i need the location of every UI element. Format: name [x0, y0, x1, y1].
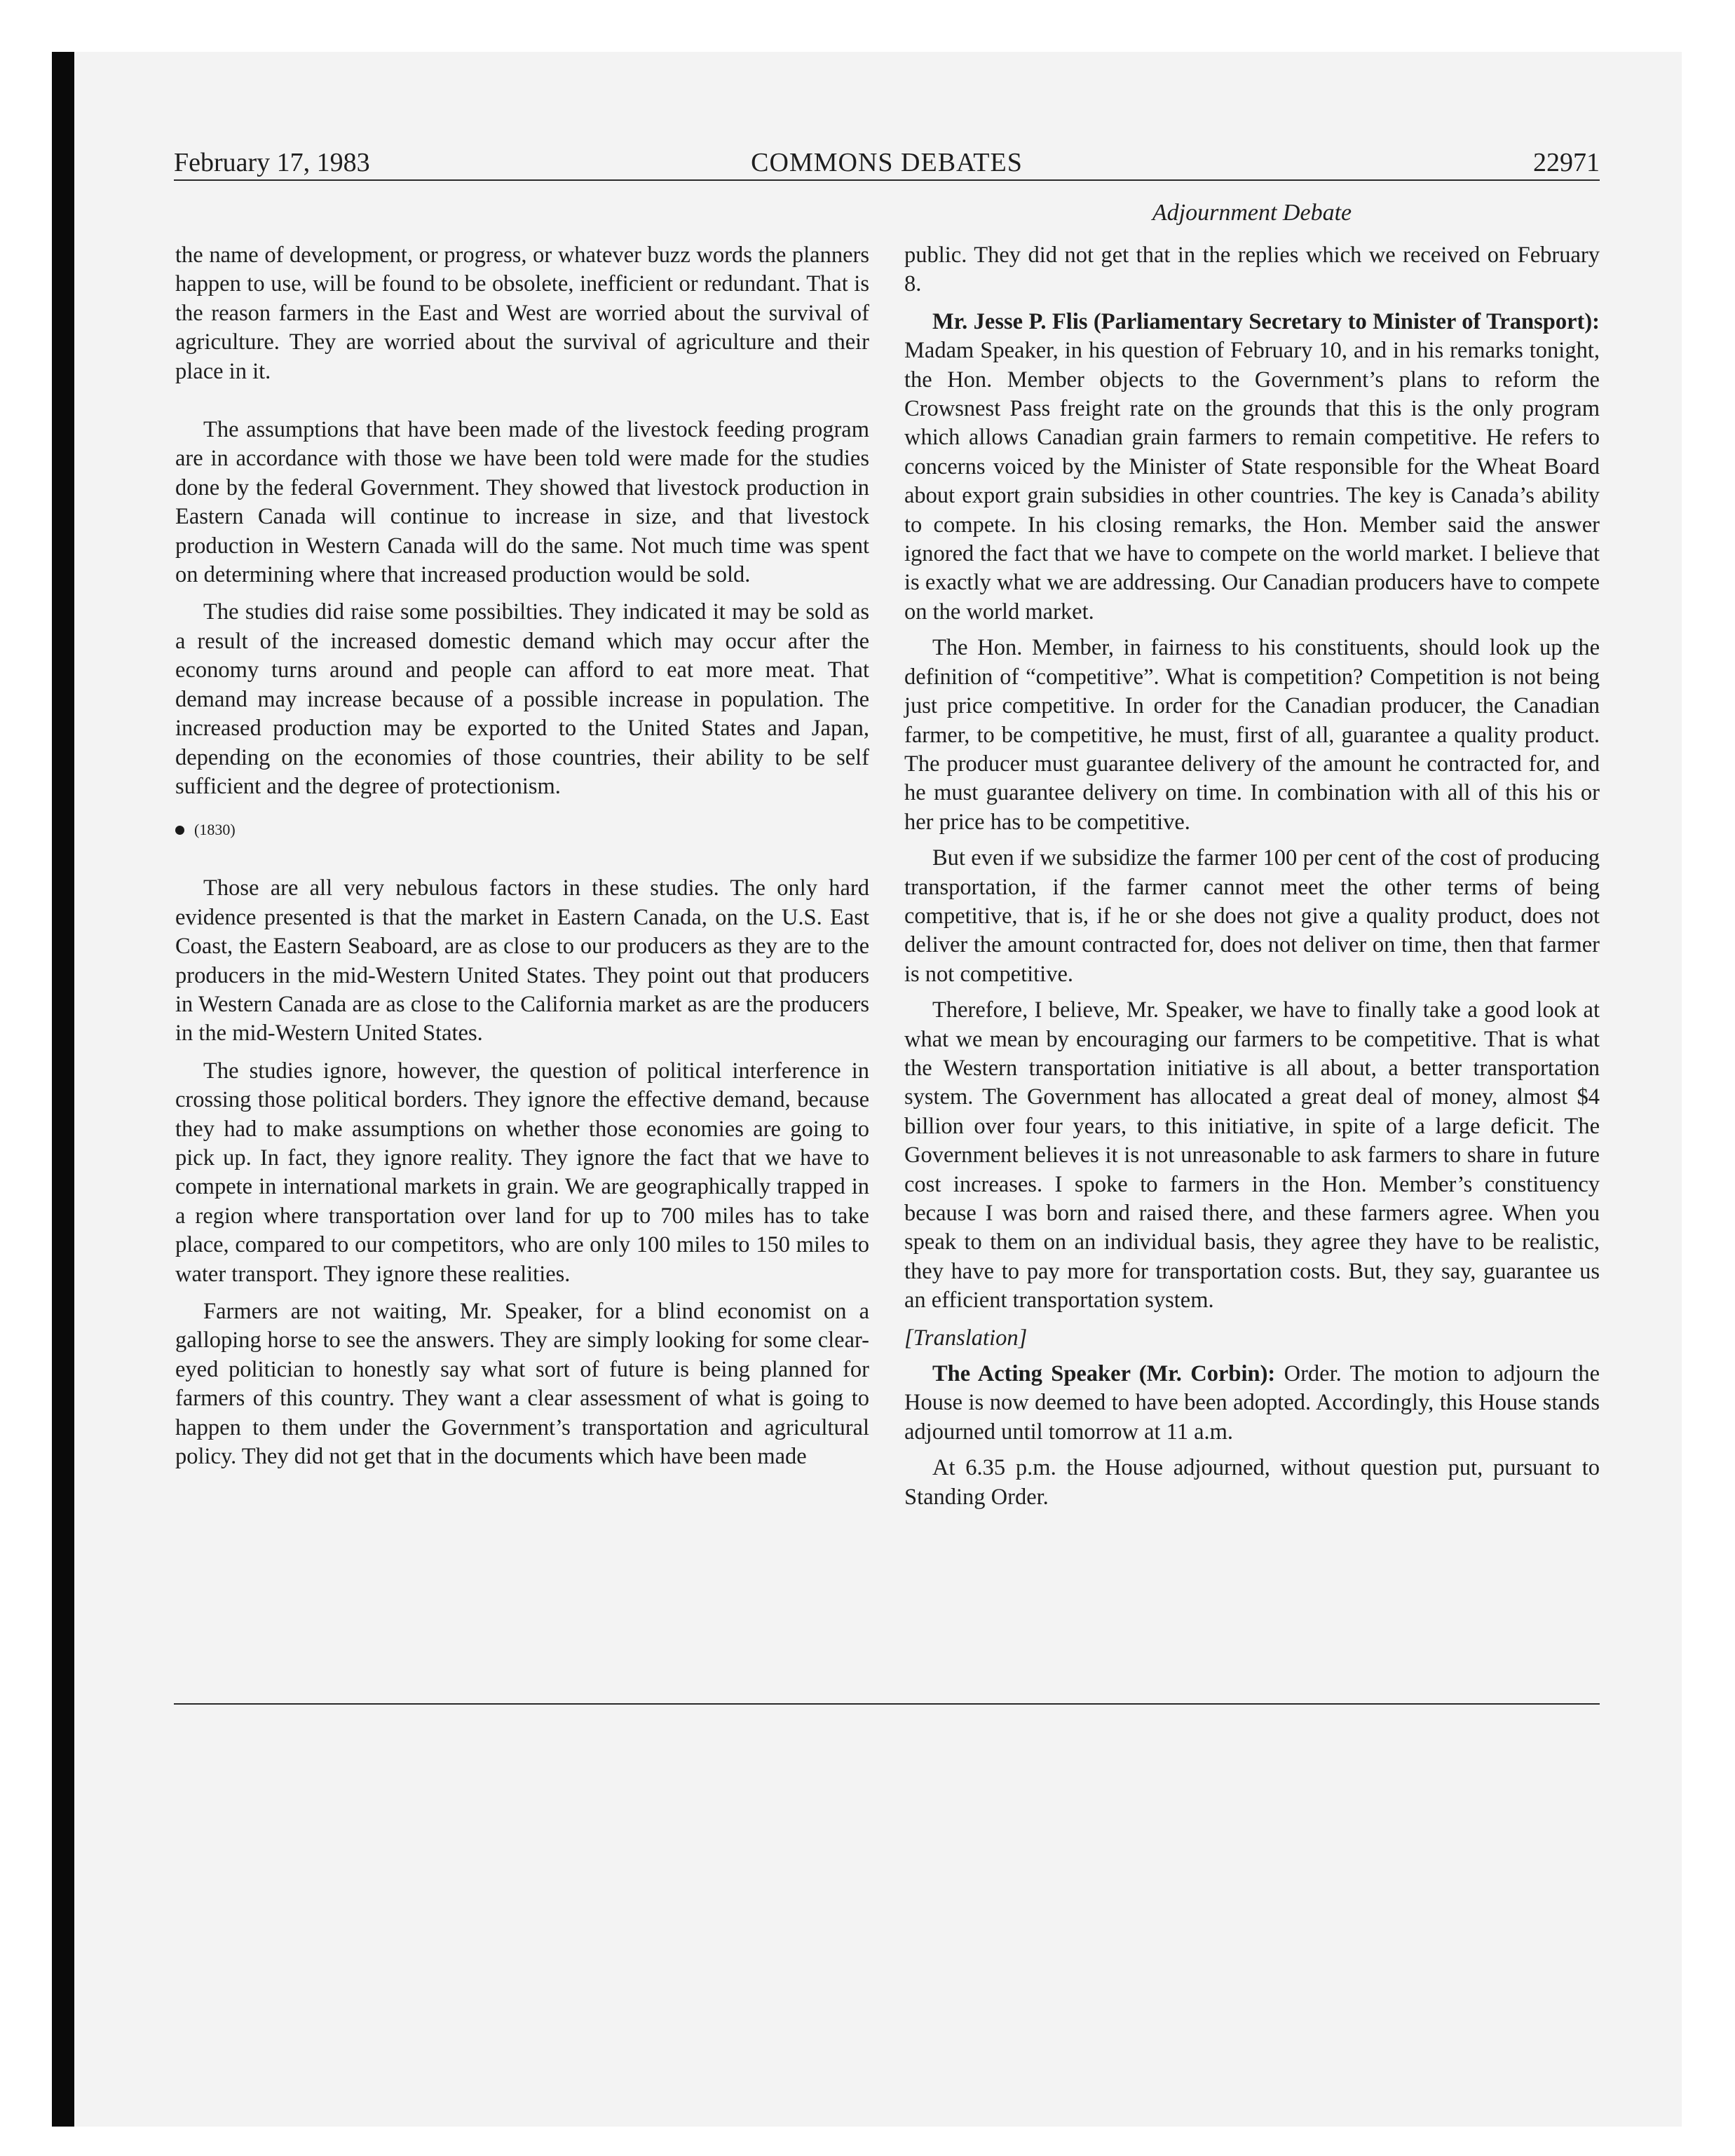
time-marker-text: (1830) [194, 821, 236, 839]
paragraph: Farmers are not waiting, Mr. Speaker, for a blind economist on a galloping horse to see the answers. They are simply looking for some clear-eyed politician to honestly say what sort of future is being planned for farmers of this country. They want a clear assessment of what is going to happen to them under the Government’s transportation and agricultural policy. They did not get that in the documents which have been made [175, 1299, 869, 1470]
paragraph: public. They did not get that in the replies which we received on February 8. [904, 243, 1600, 297]
right-column [904, 241, 1600, 1512]
speech-paragraph [904, 308, 1600, 627]
footer-rule [174, 1703, 1600, 1705]
paragraph: Therefore, I believe, Mr. Speaker, we have to finally take a good look at what we mean by encouraging our farmers to be competitive. That is what the Western transportation initiative is all about, a better transportation system. The Government has allocated a great deal of money, almost $4 billion over four years, to this initiative, in spite of a large deficit. The Government believes it is not unreasonable to ask farmers to share in future cost increases. I spoke to farmers in the Hon. Member’s constituency because I was born and raised there, and these farmers agree. When you speak to them on an individual basis, they agree they have to be realistic, they have to pay more for transportation costs. But, they say, guarantee us an efficient transportation system. [904, 997, 1600, 1314]
paragraph: The studies did raise some possibilties. They indicated it may be sold as a result of the increased domestic demand which may occur after the economy turns around and people can afford to eat more meat. That demand may increase because of a possible increase in population. The increased production may be exported to the United States and Japan, depending on the economies of those countries, their ability to be self sufficient and the degree of protectionism. [175, 599, 869, 799]
speech-text: Madam Speaker, in his question of February 10, and in his remarks tonight, the Hon. Member objects to the Government’s plans to reform the Crowsnest Pass freight rate on the grounds that this is the only program which allows Canadian grain farmers to remain competitive. He refers to concerns voiced by the Minister of State responsible for the Wheat Board about export grain subsidies in other countries. The key is Canada’s ability to compete. In his closing remarks, the Hon. Member said the answer ignored the fact that we have to compete on the world market. I believe that is exactly what we are addressing. Our Canadian producers have to compete on the world market. [904, 338, 1600, 625]
speaker-name: The Acting Speaker (Mr. Corbin): [932, 1361, 1276, 1387]
paragraph: But even if we subsidize the farmer 100 per cent of the cost of producing transportation, if the farmer cannot meet the other terms of being competitive, that is, if he or she does not give a quality product, does not deliver the amount contracted for, does not deliver on time, then that farmer is not competitive. [904, 845, 1600, 987]
speaker-name: Mr. Jesse P. Flis (Parliamentary Secretary to Minister of Transport): [932, 308, 1600, 334]
paragraph: The assumptions that have been made of the livestock feeding program are in accordance with those we have been told were made for the studies done by the federal Government. They showed that livestock production in Eastern Canada will continue to increase in size, and that livestock production in Western Canada will do the same. Not much time was spent on determining where that increased production would be sold. [175, 417, 869, 588]
translation-label: [Translation] [904, 1325, 1028, 1351]
section-title: Adjournment Debate [1152, 200, 1352, 226]
time-marker [175, 819, 869, 840]
paragraph: The Hon. Member, in fairness to his constituents, should look up the definition of “competitive”. What is competition? Competition is not being just price competitive. In order for the Canadian producer, the Canadian farmer, to be competitive, he must, first of all, guarantee a quality product. The producer must guarantee delivery of the amount he contracted for, and he must guarantee delivery on time. In combination with all of this his or her price has to be competitive. [904, 635, 1600, 835]
speech-text: Order. The motion to adjourn the House is now deemed to have been adopted. Accordingly, this House stands adjourned until tomorrow at 11 a.m. [904, 1361, 1600, 1445]
header-date: February 17, 1983 [174, 148, 370, 177]
paragraph: Those are all very nebulous factors in these studies. The only hard evidence presented is that the market in Eastern Canada, on the U.S. East Coast, the Eastern Seaboard, are as close to our producers as they are to the producers in the mid-Western United States. They point out that producers in Western Canada are as close to the California market as are the producers in the mid-Western United States. [175, 875, 869, 1046]
header-rule [174, 179, 1600, 181]
speech-paragraph [904, 1360, 1600, 1447]
scan-binding-edge [52, 52, 74, 2127]
left-column [175, 241, 869, 1471]
paragraph: At 6.35 p.m. the House adjourned, without question put, pursuant to Standing Order. [904, 1455, 1600, 1510]
paragraph: The studies ignore, however, the question of political interference in crossing those political borders. They ignore the effective demand, because they had to make assumptions on whether those economies are going to pick up. In fact, they ignore reality. They ignore the fact that we have to compete in international markets in grain. We are geographically trapped in a region where transportation over land for up to 700 miles has to take place, compared to our competitors, who are only 100 miles to 150 miles to water transport. They ignore these realities. [175, 1058, 869, 1287]
page-header [174, 144, 1600, 181]
paragraph: the name of development, or progress, or whatever buzz words the planners happen to use, will be found to be obsolete, inefficient or redundant. That is the reason farmers in the East and West are worried about the survival of agriculture. They are worried about the survival of agriculture and their place in it. [175, 243, 869, 384]
header-page-number: 22971 [1533, 148, 1600, 177]
header-title: COMMONS DEBATES [751, 148, 1023, 177]
bullet-icon [175, 826, 184, 835]
